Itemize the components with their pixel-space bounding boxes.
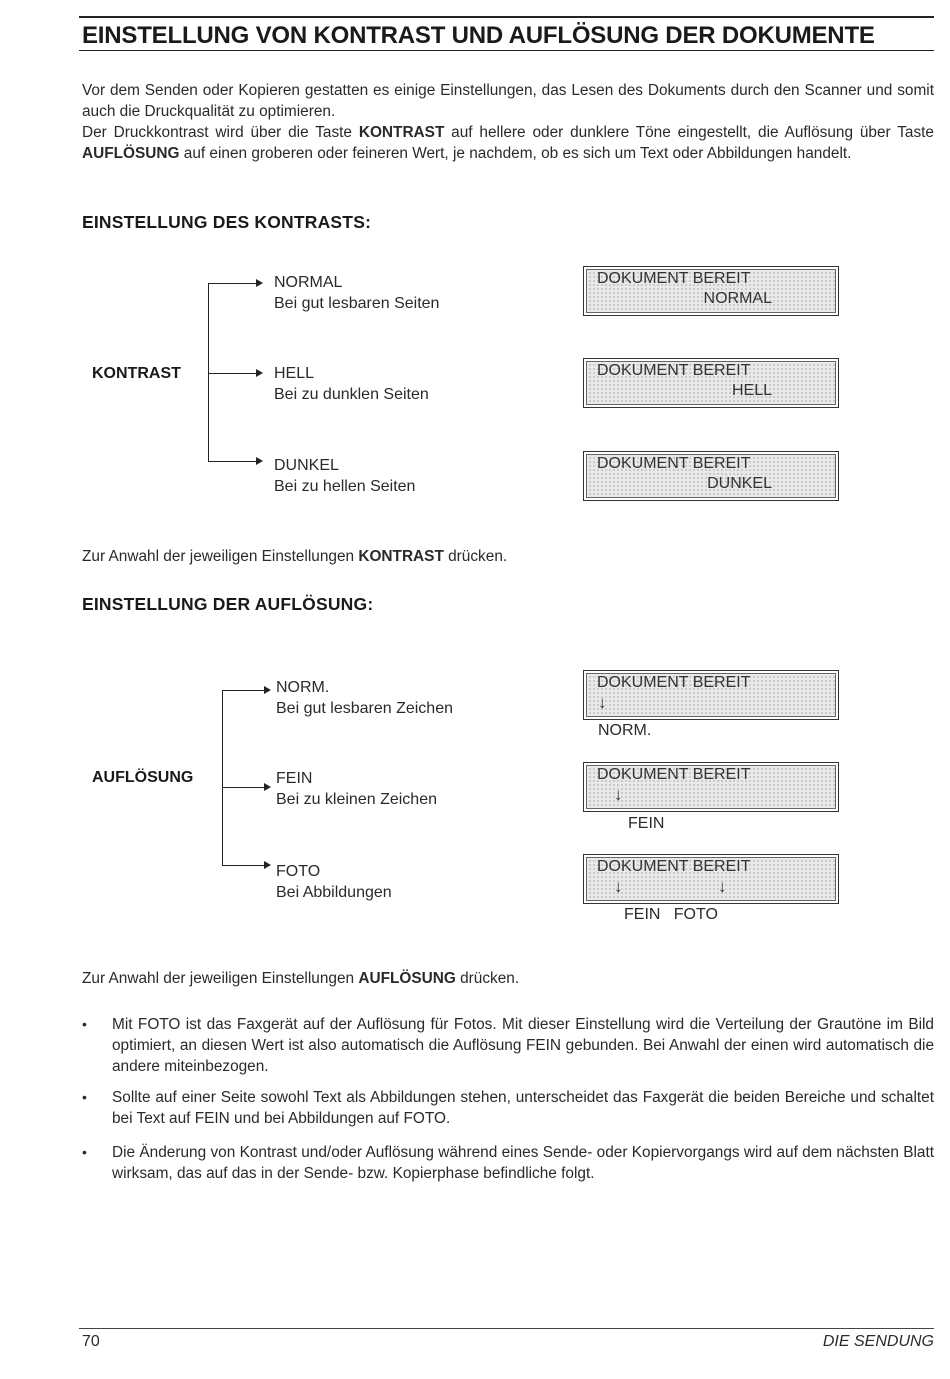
lcd-line-1: DOKUMENT BEREIT (597, 766, 751, 783)
aufloesung-label: AUFLÖSUNG (92, 769, 194, 786)
kontrast-note (82, 546, 934, 567)
footer-rule (79, 1328, 934, 1329)
lcd-line-1: DOKUMENT BEREIT (597, 674, 751, 691)
lcd-line-2: NORMAL (703, 290, 772, 307)
option-name: NORMAL (274, 274, 343, 291)
lcd-caption-fein: FEIN (628, 815, 665, 832)
kontrast-option-hell (274, 363, 429, 405)
kontrast-heading: EINSTELLUNG DES KONTRASTS: (82, 212, 372, 232)
down-arrow-icon: ↓ (718, 877, 727, 896)
kontrast-branch-normal (208, 283, 258, 284)
arrow-head-icon (264, 686, 271, 694)
aufloesung-option-norm (276, 677, 453, 719)
aufloesung-trunk-line (222, 690, 223, 865)
intro-paragraph-2 (82, 122, 934, 164)
aufloesung-note (82, 968, 934, 989)
kontrast-label: KONTRAST (92, 365, 181, 382)
option-name: DUNKEL (274, 457, 339, 474)
arrow-head-icon (256, 457, 263, 465)
lcd-line-2: HELL (731, 382, 772, 399)
lcd-caption-norm: NORM. (598, 722, 652, 739)
header-rule-bottom (79, 50, 934, 51)
lcd-display-norm (583, 670, 839, 720)
intro-key-aufloesung: AUFLÖSUNG (82, 145, 180, 162)
page-number: 70 (82, 1333, 100, 1350)
option-name: NORM. (276, 679, 330, 696)
option-description: Bei zu hellen Seiten (274, 478, 416, 495)
note-text-b: drücken. (443, 548, 508, 565)
aufloesung-branch-fein (222, 787, 266, 788)
lcd-line-1: DOKUMENT BEREIT (597, 270, 751, 287)
bullet-text: Die Änderung von Kontrast und/oder Auflösung während eines Sende- oder Kopiervorgangs wird auf dem nächsten Blatt wirksam, das auf das in der Sende- bzw. Kopierphase befindliche folgt. (112, 1144, 934, 1182)
bullet-item (82, 1014, 934, 1077)
note-key: KONTRAST (358, 548, 444, 565)
option-name: FOTO (276, 863, 321, 880)
note-text-a: Zur Anwahl der jeweiligen Einstellungen (82, 970, 359, 987)
intro-text-a: Der Druckkontrast wird über die Taste (82, 124, 359, 141)
lcd-display-foto (583, 854, 839, 904)
lcd-line-1: DOKUMENT BEREIT (597, 362, 751, 379)
intro-text-b: auf hellere oder dunklere Töne eingestellt, die Auflösung über Taste (444, 124, 934, 141)
lcd-line-2: DUNKEL (707, 475, 772, 492)
lcd-line-1: DOKUMENT BEREIT (597, 455, 751, 472)
option-description: Bei zu dunklen Seiten (274, 386, 429, 403)
option-name: FEIN (276, 770, 313, 787)
note-text-a: Zur Anwahl der jeweiligen Einstellungen (82, 548, 359, 565)
bullet-text: Mit FOTO ist das Faxgerät auf der Auflösung für Fotos. Mit dieser Einstellung wird die Verteilung der Grautöne im Bild optimiert, an diesen Wert ist also automatisch die Auflösung FEIN gebunden. Bei Anwahl der einen wird automatisch die andere miteinbezogen. (112, 1016, 934, 1075)
kontrast-trunk-line (208, 283, 209, 461)
aufloesung-heading: EINSTELLUNG DER AUFLÖSUNG: (82, 594, 374, 614)
aufloesung-option-foto (276, 861, 392, 903)
arrow-head-icon (264, 861, 271, 869)
kontrast-option-dunkel (274, 455, 415, 497)
note-key: AUFLÖSUNG (358, 970, 456, 987)
intro-text-c: auf einen groberen oder feineren Wert, je nachdem, ob es sich um Text oder Abbildungen handelt. (179, 145, 852, 162)
kontrast-branch-dunkel (208, 461, 258, 462)
note-text-b: drücken. (455, 970, 520, 987)
option-description: Bei Abbildungen (276, 884, 392, 901)
down-arrow-icon: ↓ (598, 693, 607, 712)
down-arrow-icon: ↓ (614, 785, 623, 804)
footer-section-title: DIE SENDUNG (822, 1333, 934, 1350)
page-title: EINSTELLUNG VON KONTRAST UND AUFLÖSUNG DER DOKUMENTE (82, 22, 875, 49)
lcd-display-fein (583, 762, 839, 812)
arrow-head-icon (256, 279, 263, 287)
option-name: HELL (274, 365, 315, 382)
lcd-display-dunkel (583, 451, 839, 501)
bullet-item (82, 1142, 934, 1184)
lcd-display-hell (583, 358, 839, 408)
bullet-icon: • (82, 1089, 87, 1105)
kontrast-branch-hell (208, 373, 258, 374)
kontrast-option-normal (274, 272, 439, 314)
option-description: Bei gut lesbaren Seiten (274, 295, 440, 312)
bullet-text: Sollte auf einer Seite sowohl Text als Abbildungen stehen, unterscheidet das Faxgerät die beiden Bereiche und schaltet bei Text auf FEIN und bei Abbildungen auf FOTO. (112, 1089, 934, 1127)
aufloesung-branch-foto (222, 865, 266, 866)
bullet-icon: • (82, 1144, 87, 1160)
arrow-head-icon (264, 783, 271, 791)
intro-key-kontrast: KONTRAST (358, 124, 445, 141)
down-arrow-icon: ↓ (614, 877, 623, 896)
option-description: Bei gut lesbaren Zeichen (276, 700, 453, 717)
option-description: Bei zu kleinen Zeichen (276, 791, 437, 808)
intro-paragraph-1: Vor dem Senden oder Kopieren gestatten es einige Einstellungen, das Lesen des Dokuments durch den Scanner und somit auch die Druckqualität zu optimieren. (82, 82, 934, 120)
lcd-caption-foto: FEIN FOTO (624, 906, 718, 923)
aufloesung-branch-norm (222, 690, 266, 691)
lcd-display-normal (583, 266, 839, 316)
header-rule-top (79, 16, 934, 18)
aufloesung-option-fein (276, 768, 437, 810)
lcd-line-1: DOKUMENT BEREIT (597, 858, 751, 875)
arrow-head-icon (256, 369, 263, 377)
bullet-icon: • (82, 1016, 87, 1032)
bullet-item (82, 1087, 934, 1129)
